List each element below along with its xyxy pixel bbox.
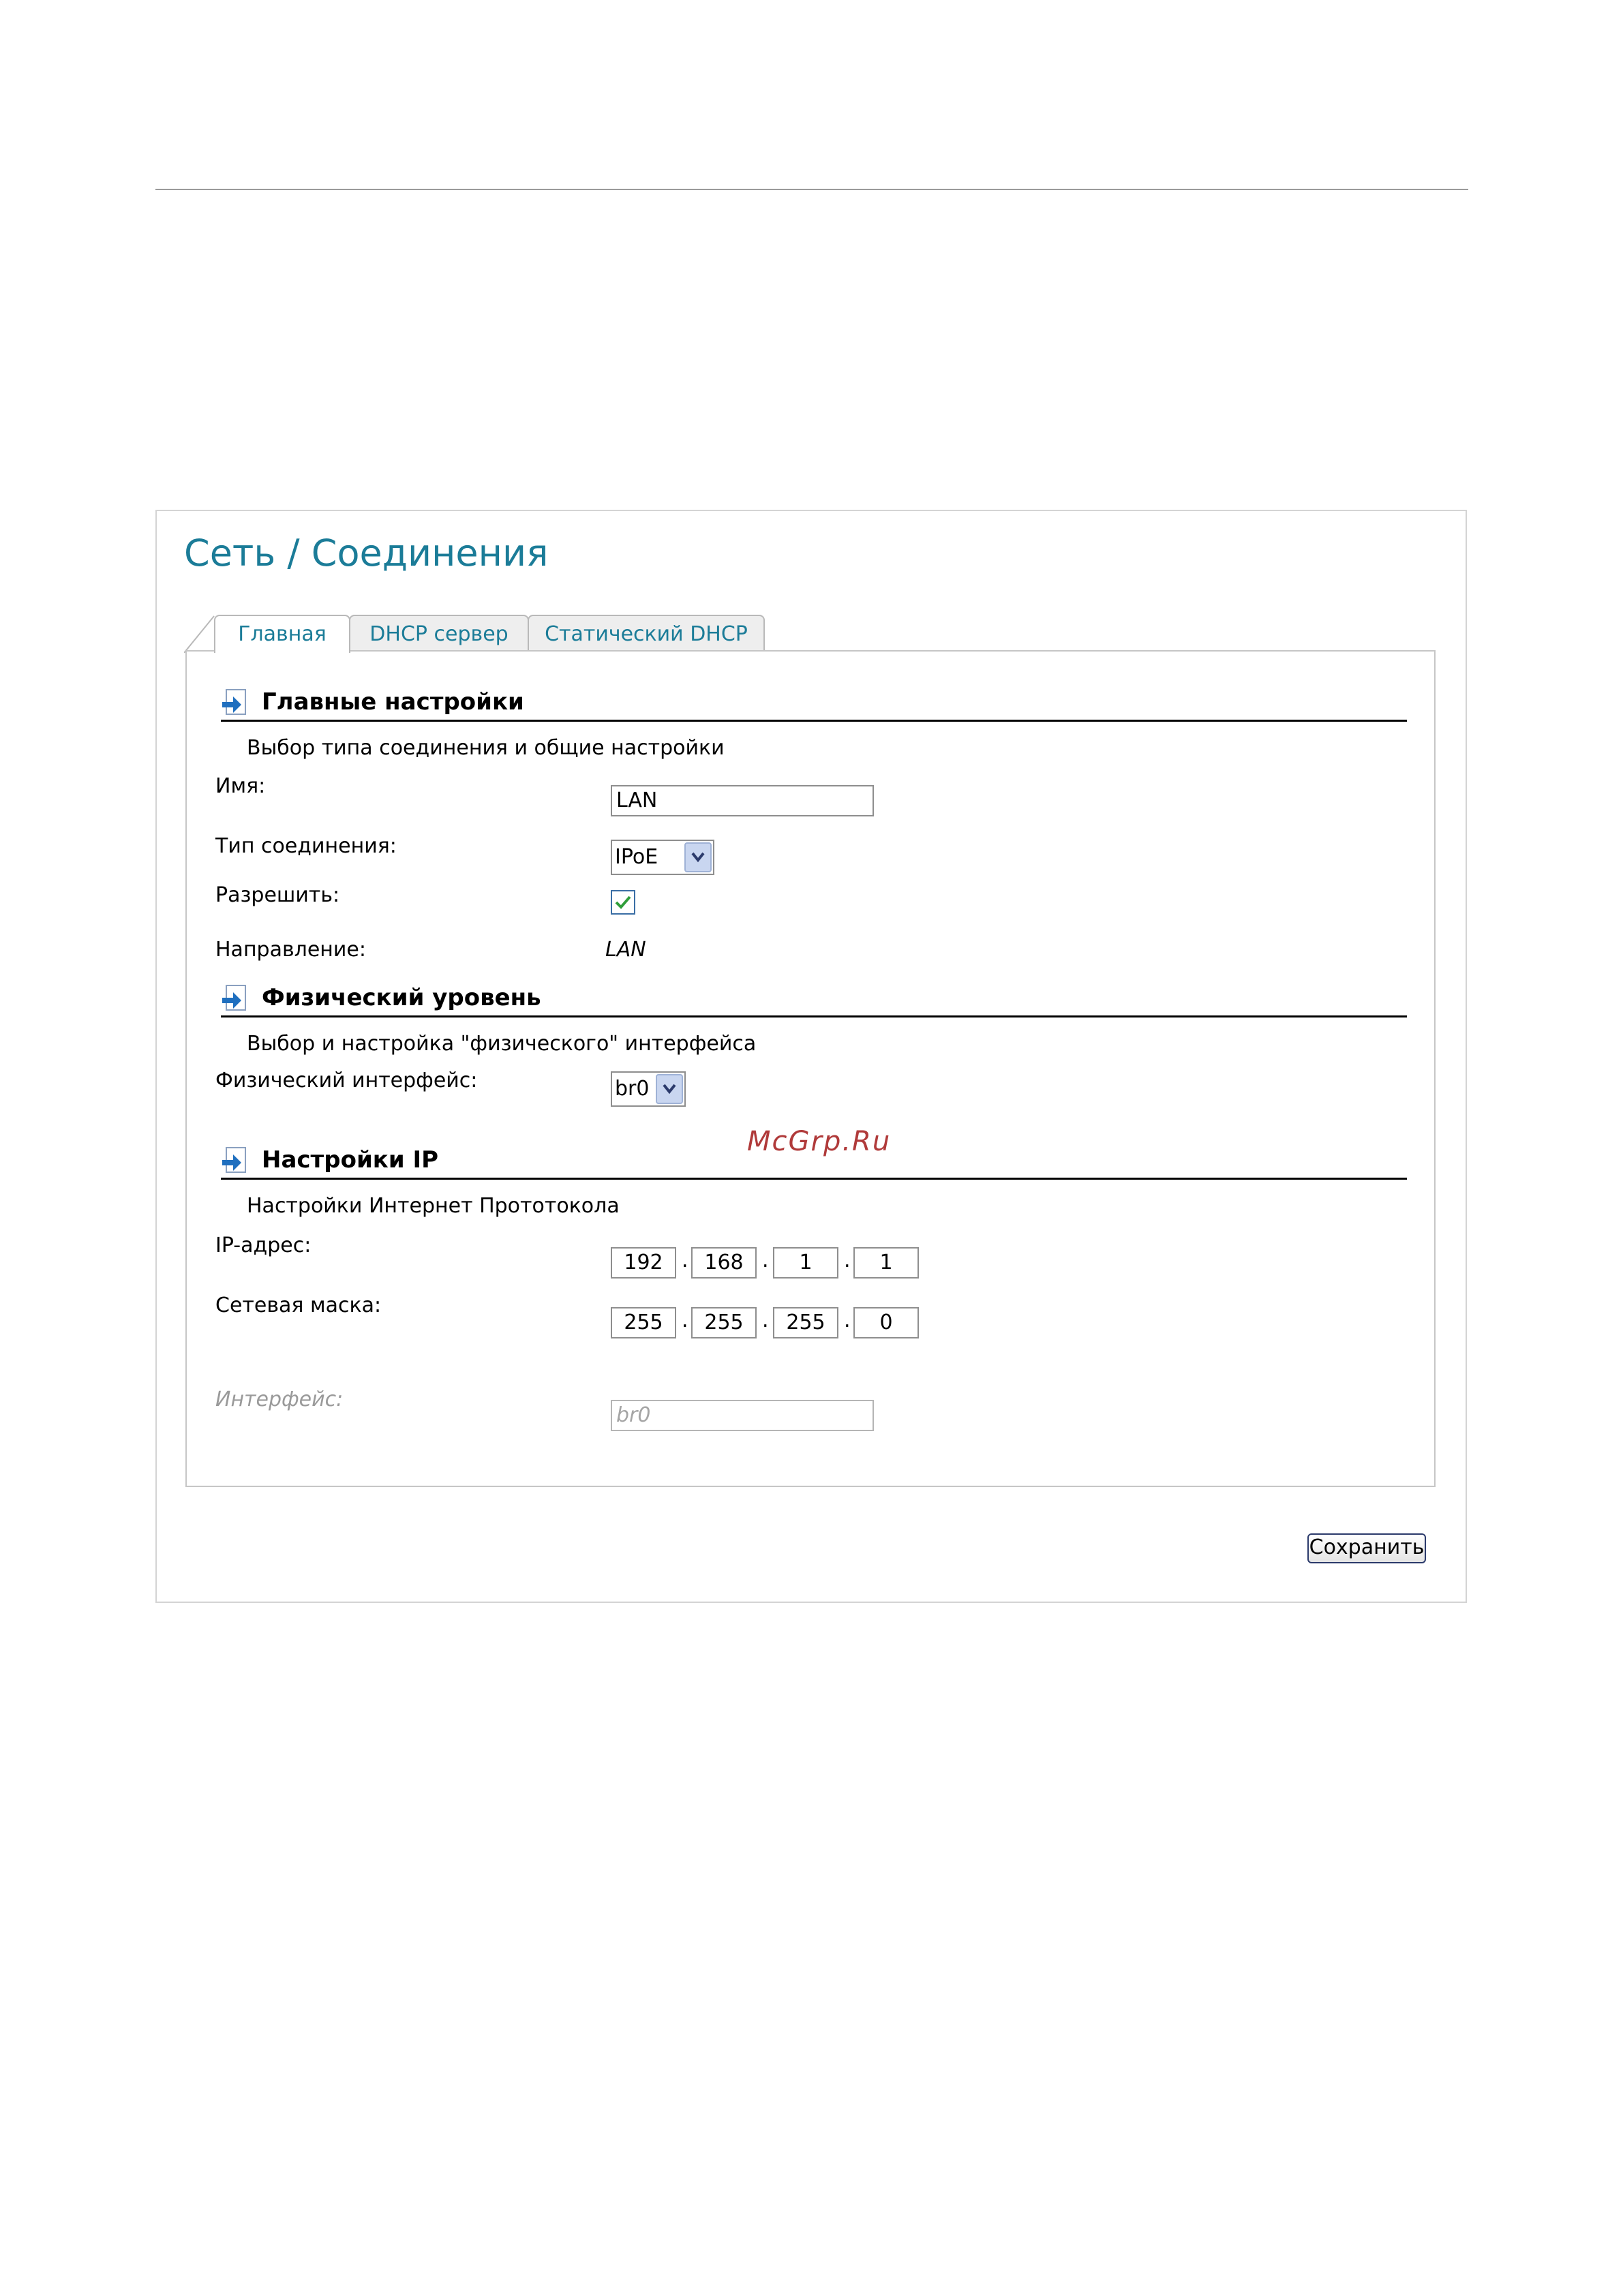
- netmask-label: Сетевая маска:: [215, 1294, 382, 1317]
- octet-separator: .: [844, 1308, 851, 1332]
- tab-bar: [189, 615, 803, 652]
- watermark-text: McGrp.Ru: [747, 1126, 892, 1157]
- enable-label: Разрешить:: [215, 883, 340, 907]
- physical-interface-select[interactable]: [611, 1071, 686, 1107]
- section-main-title: Главные настройки: [262, 688, 524, 716]
- connection-type-label: Тип соединения:: [215, 834, 397, 858]
- section-ip-rule: [221, 1178, 1407, 1180]
- section-physical-title: Физический уровень: [262, 984, 541, 1011]
- physical-interface-label: Физический интерфейс:: [215, 1069, 478, 1092]
- page-title: Сеть / Соединения: [184, 532, 549, 575]
- section-ip-title: Настройки IP: [262, 1146, 439, 1174]
- interface-input: br0: [611, 1400, 874, 1431]
- ip-octet-input[interactable]: 168: [691, 1247, 757, 1279]
- settings-window: [155, 510, 1467, 1603]
- tab-static-dhcp-label: Статический DHCP: [545, 622, 748, 646]
- section-arrow-icon: [221, 688, 248, 720]
- chevron-down-icon[interactable]: [684, 842, 712, 872]
- top-divider: [155, 189, 1468, 190]
- mask-octet-input[interactable]: 255: [611, 1307, 676, 1338]
- section-arrow-icon: [221, 984, 248, 1015]
- mask-octet-input[interactable]: 0: [853, 1307, 919, 1338]
- section-ip-description: Настройки Интернет Прототокола: [247, 1194, 620, 1218]
- section-physical-rule: [221, 1015, 1407, 1017]
- name-label: Имя:: [215, 774, 266, 798]
- section-physical-description: Выбор и настройка "физического" интерфейса: [247, 1032, 757, 1056]
- tab-static-dhcp[interactable]: [528, 615, 765, 652]
- section-physical-header: [221, 979, 1407, 1020]
- octet-separator: .: [844, 1249, 851, 1272]
- mask-octet-input[interactable]: 255: [773, 1307, 838, 1338]
- ip-octet-input[interactable]: 1: [853, 1247, 919, 1279]
- save-button[interactable]: Сохранить: [1307, 1533, 1426, 1563]
- section-main-description: Выбор типа соединения и общие настройки: [247, 736, 725, 760]
- name-input[interactable]: LAN: [611, 785, 874, 816]
- tab-panel: [185, 650, 1436, 1487]
- enable-checkbox[interactable]: [611, 890, 635, 915]
- physical-interface-value: br0: [615, 1077, 650, 1101]
- section-main-rule: [221, 720, 1407, 722]
- octet-separator: .: [682, 1308, 688, 1332]
- tab-main-label: Главная: [238, 622, 327, 646]
- tab-dhcp-server[interactable]: [349, 615, 529, 652]
- section-main-header: [221, 683, 1407, 724]
- tab-main[interactable]: [214, 615, 350, 653]
- checkmark-icon: [612, 891, 634, 913]
- section-arrow-icon: [221, 1146, 248, 1178]
- octet-separator: .: [762, 1308, 769, 1332]
- mask-octet-input[interactable]: 255: [691, 1307, 757, 1338]
- ip-address-label: IP-адрес:: [215, 1234, 312, 1257]
- ip-octet-input[interactable]: 1: [773, 1247, 838, 1279]
- tab-dhcp-server-label: DHCP сервер: [369, 622, 509, 646]
- direction-value: LAN: [605, 938, 646, 962]
- connection-type-select[interactable]: [611, 840, 714, 875]
- chevron-down-icon[interactable]: [656, 1074, 683, 1104]
- connection-type-value: IPoE: [615, 845, 658, 869]
- octet-separator: .: [682, 1249, 688, 1272]
- ip-octet-input[interactable]: 192: [611, 1247, 676, 1279]
- direction-label: Направление:: [215, 938, 366, 962]
- octet-separator: .: [762, 1249, 769, 1272]
- interface-label: Интерфейс:: [215, 1388, 344, 1411]
